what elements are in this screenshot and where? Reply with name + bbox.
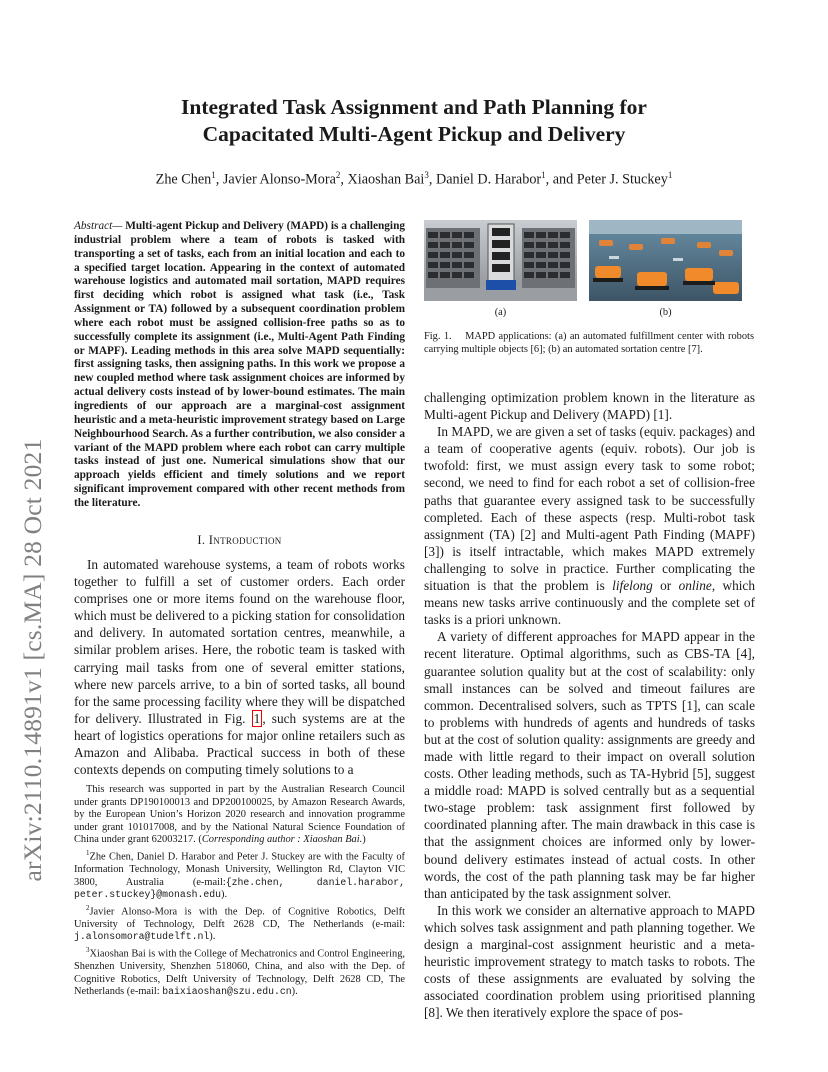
author-name: Xiaoshan Bai xyxy=(347,171,425,188)
paragraph-continuation: challenging optimization problem known in the literature as Multi-agent Pickup and Delivery (MAPD) [1]. xyxy=(424,390,755,423)
paper-title xyxy=(60,94,768,148)
figure-caption-text: MAPD applications: (a) an automated fulfillment center with robots carrying multiple objects [6]; (b) an automated sortation centre [7]. xyxy=(424,331,754,355)
abstract-text: Multi-agent Pickup and Delivery (MAPD) is a challenging industrial problem where a team of robots is tasked with transporting a set of tasks, each from an initial location and each to a specified target location. Appearing in the context of automated warehouse logistics and automated mail sortation, MAPD requires first deciding which robot is assigned what task (i.e., Task Assignment or TA) followed by a subsequent coordination problem where each robot must be assigned collision-free paths so as to successfully complete its assignment (i.e., Multi-Agent Path Finding or MAPF). Leading methods in this area solve MAPD sequentially: first assigning tasks, then assigning paths. In this work we propose a new coupled method where task assignment choices are informed by actual delivery costs instead of by lower-bound estimates. The main ingredients of our approach are a marginal-cost assignment heuristic and a meta-heuristic improvement strategy based on Large Neighbourhood Search. As a further contribution, we also consider a variant of the MAPD problem where each robot can carry multiple tasks instead of just one. Numerical simulations show that our approach yields efficient and timely solutions and we report significant improvement compared with other recent methods from the literature. xyxy=(74,220,405,509)
right-column-text xyxy=(424,389,755,1021)
figure-caption xyxy=(424,331,754,356)
paragraph-related-approaches: A variety of different approaches for MAPD appear in the recent literature. Optimal algorithms, such as CBS-TA [4], guarantee solution quality but at the cost of scalability: only small instances can be solved and timeout failures are common. Decentralised solvers, such as TPTS [1], can scale to problems with hundreds of agents and hundreds of tasks but at the cost of solution quality: assignments are greedy and made with little regard to their impact on overall solution costs. Other leading methods, such as TA-Hybrid [5], suggest a middle road: MAPD is solved centrally but as a sequential two-stage problem: task assignment first followed by coordinated planning after. The main drawback in this case is that the assignment choices are informed only by lower-bound delivery estimates instead of actual costs. In other words, the cost of the path planning task may be far higher than anticipated by the task assignment solver. xyxy=(424,629,755,901)
author-affiliation: 2 xyxy=(335,170,341,180)
arxiv-stamp-container xyxy=(18,438,58,882)
author-affiliation: 1 xyxy=(541,170,546,180)
subfigure-label-a: (a) xyxy=(494,307,507,318)
email-link[interactable]: j.alonsomora@tudelft.nl xyxy=(74,931,210,943)
abstract-label: Abstract— xyxy=(74,220,123,232)
abstract xyxy=(74,220,405,511)
paragraph-mapd-definition: In MAPD, we are given a set of tasks (equiv. packages) and a team of cooperative agents (equiv. robots). Our job is twofold: first, we must assign every task to some robot; second, we need to find for each robot a set of collision-free paths that guarantee every assigned task to be successfully completed. Each of these aspects (resp. Multi-robot task assignment (TA) [2] and Multi-agent Path Finding (MAPF) [3]) is itself intractable, which makes MAPD extremely challenging to solve in practice. Further complicating the situation is that the problem is lifelong or online, which means new tasks arrive continuously and the complete set of tasks is a priori unknown. xyxy=(424,424,755,628)
figure-reference-link[interactable]: 1 xyxy=(253,710,261,726)
figure-photo-fulfillment-center xyxy=(424,220,577,301)
warehouse-shelves-image xyxy=(424,220,577,301)
funding-note: This research was supported in part by the Australian Research Council under grants DP190100013 and DP200100025, by Amazon Research Awards, by the European Union’s Horizon 2020 research and innovation programme under grant 101017008, and by the National Natural Science Foundation of China under grant 62003217. (Corresponding author : Xiaoshan Bai.) xyxy=(74,784,405,846)
footnotes xyxy=(74,784,405,999)
subfigure-label-b: (b) xyxy=(659,307,672,318)
section-heading xyxy=(74,533,405,548)
arxiv-stamp[interactable]: arXiv:2110.14891v1 [cs.MA] 28 Oct 2021 xyxy=(18,438,47,882)
section-number: I. xyxy=(197,533,206,547)
paragraph-this-work: In this work we consider an alternative approach to MAPD which solves task assignment and path planning together. We design a marginal-cost assignment heuristic and a meta-heuristic improvement strategy to match tasks to robots. The costs of these assignments are evaluated by solving the associated coordination problem using prioritised planning [8]. We then iteratively explore the space of pos- xyxy=(424,902,755,1021)
author-name: Zhe Chen xyxy=(155,171,212,188)
author-affiliation: 3 xyxy=(424,170,429,180)
author-name: Javier Alonso-Mora xyxy=(222,171,336,188)
author-affiliation: 1 xyxy=(667,170,673,180)
figure-photo-sortation-centre xyxy=(589,220,742,301)
author-affiliation: 1 xyxy=(211,170,216,180)
email-link[interactable]: baixiaoshan@szu.edu.cn xyxy=(162,986,292,998)
figure-caption-prefix: Fig. 1. xyxy=(424,331,452,342)
author-name: Peter J. Stuckey xyxy=(576,171,668,188)
intro-paragraph: In automated warehouse systems, a team of robots works together to fulfill a set of customer orders. Each order comprises one or more items found on the warehouse floor, which must be delivered to a picking station for consolidation and delivery. In automated sortation centres, meanwhile, a similar problem arises. Here, the robotic team is tasked with carrying mail tasks from one of several emitter stations, where new parcels arrive, to a bin of sorted tasks, all bound for the same processing facility where they will be dispatched for delivery. Illustrated in Fig. 1 , such systems are at the heart of logistics operations for major online retailers such as Amazon and Alibaba. Practical success in both of these contexts depends on computing timely solutions to a xyxy=(74,557,405,778)
author-name: Daniel D. Harabor xyxy=(435,171,542,188)
section-title: Introduction xyxy=(208,533,282,547)
sortation-robots-image xyxy=(589,220,742,301)
affiliation-note-2: $^2$Javier Alonso-Mora is with the Dep. of Cognitive Robotics, Delft University of Technology, Delft 2628 CD, The Netherlands (e-mail: j.alonsomora@tudelft.nl). xyxy=(74,903,405,943)
affiliation-note-1: $^1$Zhe Chen, Daniel D. Harabor and Peter J. Stuckey are with the Faculty of Information Technology, Monash University, Wellington Rd, Clayton VIC 3800, Australia (e-mail:{zhe.chen, daniel.harabor, peter.stuckey}@monash.edu). xyxy=(74,848,405,901)
title-line-2: Capacitated Multi-Agent Pickup and Delivery xyxy=(202,122,626,146)
intro-text xyxy=(74,556,405,778)
email-link[interactable]: {zhe.chen, daniel.harabor, peter.stuckey}@monash.edu xyxy=(74,876,405,901)
author-list: Zhe Chen$^1$, Javier Alonso-Mora$^2$, Xiaoshan Bai$^3$, Daniel D. Harabor$^1$, and Peter J. Stuckey$^1$ xyxy=(155,170,673,188)
affiliation-note-3: $^3$Xiaoshan Bai is with the College of Mechatronics and Control Engineering, Shenzhen University, Shenzhen 518060, China, and also with the Dep. of Cognitive Robotics, Delft University of Technology, Delft 2628 CD, The Netherlands (e-mail: baixiaoshan@szu.edu.cn). xyxy=(74,946,405,998)
title-line-1: Integrated Task Assignment and Path Planning for xyxy=(181,95,647,119)
